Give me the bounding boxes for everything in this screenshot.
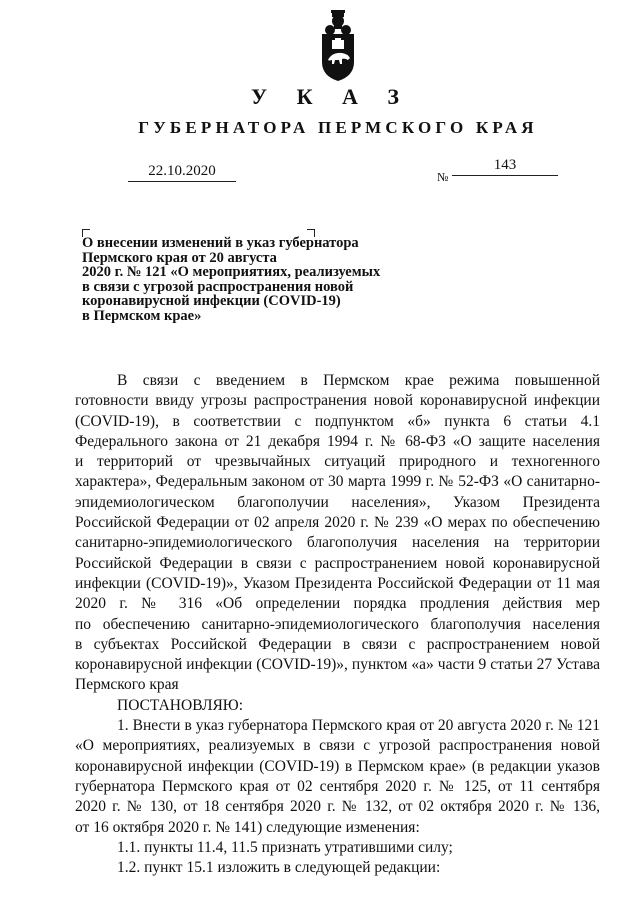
item-1-line: коронавирусной инфекции (COVID-19) в Пермском крае» (в редакции указов <box>75 757 600 775</box>
preamble-line: Пермского края <box>75 676 179 694</box>
document-title: У К А З <box>250 84 412 109</box>
subject-line: 2020 г. № 121 «О мероприятиях, реализуемых <box>82 264 381 280</box>
number-label: № <box>437 170 449 184</box>
preamble-line: характера», Федеральным законом от 30 марта 1999 г. № 52-ФЗ «О санитарно- <box>75 473 600 491</box>
subject-block <box>82 236 412 323</box>
preamble-line: и территорий от чрезвычайных ситуаций природного и техногенного <box>75 453 600 471</box>
subject-line: коронавирусной инфекции (COVID-19) <box>82 293 341 309</box>
preamble-line: эпидемиологическом благополучии населения», Указом Президента <box>75 493 600 511</box>
item-1-line: от 16 октября 2020 г. № 141) следующие изменения: <box>75 818 420 836</box>
item-1-line: губернатора Пермского края от 02 сентября 2020 г. № 125, от 11 сентября <box>75 777 600 795</box>
item-1-1: 1.1. пункты 11.4, 11.5 признать утратившими силу; <box>117 838 453 856</box>
subject-line: в связи с угрозой распространения новой <box>82 278 354 295</box>
preamble-line: В связи с введением в Пермском крае режима повышенной <box>117 372 600 389</box>
preamble-line: готовности ввиду угрозы распространения новой коронавирусной инфекции <box>75 392 600 410</box>
preamble-line: в субъектах Российской Федерации в связи с распространением новой <box>75 635 600 653</box>
decree-word: ПОСТАНОВЛЯЮ: <box>117 696 244 714</box>
item-1-line: 1. Внести в указ губернатора Пермского края от 20 августа 2020 г. № 121 <box>117 717 600 735</box>
subject-line: О внесении изменений в указ губернатора <box>82 235 359 251</box>
document-number: 143 <box>452 157 558 176</box>
preamble-line: Федерального закона от 21 декабря 1994 г. № 68-ФЗ «О защите населения <box>75 432 600 450</box>
item-1-line: «О мероприятиях, реализуемых в связи с угрозой распространения новой <box>75 737 600 755</box>
preamble-line: 2020 г. № 316 «Об определении порядка продления действия мер <box>75 595 600 613</box>
preamble-line: коронавирусной инфекции (COVID-19)», пунктом «а» части 9 статьи 27 Устава <box>75 656 600 674</box>
document-body <box>75 371 600 878</box>
item-1-2: 1.2. пункт 15.1 изложить в следующей редакции: <box>117 859 441 877</box>
coat-of-arms-emblem <box>318 10 358 82</box>
preamble-line: по обеспечению санитарно-эпидемиологического благополучия населения <box>75 615 600 633</box>
preamble-line: (COVID-19), в соответствии с подпунктом «б» пункта 6 статьи 4.1 <box>75 412 600 430</box>
preamble-line: Российской Федерации в связи с распространением новой коронавирусной <box>75 554 600 572</box>
preamble-line: санитарно-эпидемиологического благополучия населения на территории <box>75 534 600 552</box>
preamble-line: Российской Федерации от 02 апреля 2020 г. № 239 «О мерах по обеспечению <box>75 514 600 532</box>
subject-line: в Пермском крае» <box>82 307 202 324</box>
preamble-line: инфекции (COVID-19)», Указом Президента Российской Федерации от 11 мая <box>75 574 600 592</box>
document-date: 22.10.2020 <box>128 163 236 182</box>
subject-line: Пермского края от 20 августа <box>82 249 277 266</box>
document-subtitle: ГУБЕРНАТОРА ПЕРМСКОГО КРАЯ <box>138 118 538 137</box>
item-1-line: 2020 г. № 130, от 18 сентября 2020 г. № 132, от 02 октября 2020 г. № 136, <box>75 798 600 816</box>
